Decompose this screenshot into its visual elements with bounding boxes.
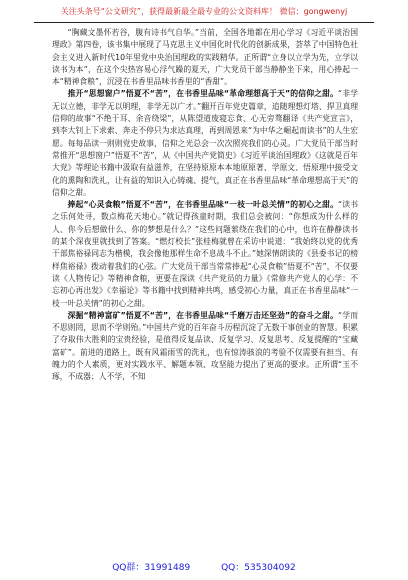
paragraph-text: “学而不思则罔，思而不学则殆。”中国共产党的百年奋斗历程沉淀了无数干事创业的智慧。积累了夺取伟大胜利的宝贵经验，是值得反复品读、反复学习、反复思考、反复提醒的“宝藏富矿”。前进的道路上，既有风霜雨雪的洗礼，也有惊涛骇浪的考验不仅需要有担当、有魄力的个人素质，更对实践水平、解题本领、攻坚能力提出了更高的要求。正所谓“玉不琢，不成器；人不学，不知 <box>52 310 358 382</box>
paragraph-text: “非学无以立德，非学无以明理，非学无以广才。”翻开百年党史篇章，追随理想灯塔、捍卫真理信仰的故事“不绝于耳、余音绕梁”，从陈望道废寝忘食、心无旁骛翻译《共产党宣言》，到李大钊上下求索、奔走不停只为求达真理，再到周恩来“为中华之崛起而读书”的人生宏愿。每每品读一则则党史故事，信仰之光总会一次次照亮我们的心灵。广大党员干部当时常推开“思想窗户”悟夏不“苦”，从《中国共产党简史》《习近平谈治国理政》《这就是百年大党》等理论书籍中汲取有益滋养，在坚持原原本本地原原著、学原文、悟原理中接受文化的熏陶和洗礼，让有益的知识入心铸魂、提气，真正在书香里品味“革命理想高于天”的信仰之甜。 <box>52 89 358 197</box>
paragraph-section-3 <box>52 310 358 384</box>
paragraph-intro <box>52 27 358 88</box>
header-rule <box>34 22 374 23</box>
paragraph-lead: 捧起“心灵食粮”悟夏不“苦”，在书香里品味“一枝一叶总关情”的初心之甜。 <box>67 200 339 210</box>
footer-qq: QQ：535304092 <box>221 563 296 573</box>
paragraph-section-2 <box>52 199 358 310</box>
article-body <box>52 27 358 384</box>
footer-contact <box>0 560 408 573</box>
paragraph-text: “读书之乐何处寻，数点梅花天地心。”就记得孩童时期，我们总会被问：“你想成为什么样的人、你今后想做什么、你的梦想是什么？”这些问题萦绕在我们的心中，也许在静静读书的某个深夜里就找到了答案。“燃灯校长”张桂梅就曾在采访中说道：“我始终以党的优秀干部焦裕禄同志为楷模，我会像他那样生命不息战斗不止。”她深情朗读的《县委书记的榜样焦裕禄》拨动着我们的心弦。广大党员干部当常常捧起“心灵食粮”悟夏不“苦”，不仅要读《人物传记》等精神食粮，更要在深读《共产党员的力量》《常修共产党人的心学：不忘初心再出发》《幸福论》等书籍中找到精神共鸣，感受初心力量，真正在书香里品味“一枝一叶总关情”的初心之甜。 <box>52 200 358 308</box>
footer-qq-group: QQ群：31991489 <box>112 563 191 573</box>
paragraph-lead: 深掘“精神富矿”悟夏不“苦”，在书香里品味“千磨万击还坚劲”的奋斗之甜。 <box>67 310 339 320</box>
header-banner: 关注头条号“公文研究”，获得最新最全最专业的公文资料库！ 微信：gongwenyj <box>60 7 348 16</box>
paragraph-text: “胸藏文墨怀若谷，腹有诗书气自华。”当前，全国各地都在用心学习《习近平谈治国理政》第四卷，该书集中展现了马克思主义中国化时代化的创新成果，荟萃了中国特色社会主义进入新时代10年里党中央治国理政的实践精华。正所谓“立身以立学为先，立学以读书为本”，在这个尖热容易心浮气躁的夏天，广大党员干部当静静坐下来，用心捧起一本“精神食粮”，沉浸在书香里品味书香里的“香甜”。 <box>52 28 358 87</box>
paragraph-section-1 <box>52 88 358 199</box>
paragraph-lead: 推开“思想窗户”悟夏不“苦”，在书香里品味“革命理想高于天”的信仰之甜。 <box>67 89 339 99</box>
